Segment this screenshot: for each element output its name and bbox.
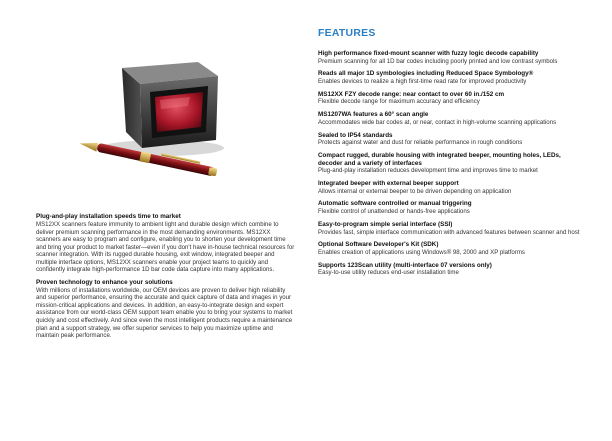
feature-item [318,91,586,106]
scanner-icon [60,40,260,195]
features-column [318,28,586,282]
feature-item [318,241,586,256]
section-plug-and-play [36,213,296,274]
section-body: MS12XX scanners feature immunity to ambient light and durable design which combine to deliver premium scanning performance in the most demanding environments. MS12XX scanners are easy to program and configure, enabling you to shorten your development time and bring your product to market faster—even if you don't have in-house technical resources for scanner integration. With its rugged durable housing, exit window, integrated beeper and multiple interface options, MS12XX scanners enable your project teams to quickly and confidently integrate high-performance 1D bar code data capture into many applications. [36,221,295,274]
features-heading: FEATURES [318,28,376,39]
feature-desc: Flexible decode range for maximum accuracy and efficiency [318,98,480,106]
section-title: Plug-and-play installation speeds time to market [36,213,181,220]
feature-item [318,111,586,126]
feature-desc: Protects against water and dust for reliable performance in rough conditions [318,139,523,147]
feature-title: Integrated beeper with external beeper support [318,180,459,188]
feature-title: Automatic software controlled or manual triggering [318,200,472,208]
feature-title: MS12XX FZY decode range: near contact to over 60 in./152 cm [318,90,505,98]
feature-title: MS1207WA features a 60° scan angle [318,111,429,119]
feature-desc: Provides fast, simple interface communication with advanced features between scanner and host [318,228,580,236]
feature-title: Compact rugged, durable housing with integrated beeper, mounting holes, LEDs, decoder and a variety of interfaces [318,151,561,167]
feature-item [318,132,586,147]
section-body: With millions of installations worldwide, our OEM devices are proven to deliver high reliability and superior performance, ensuring the accurate and quick capture of data and images in your mission-critical applications and devices. In addition, an easy-to-integrate design and expert assistance from our world-class OEM support team enable you to bring your systems to market quickly and cost effectively. And since even the most intelligent products require a maintenance plan and a support strategy, we offer superior services to help you maximize uptime and maintain peak performance. [36,286,293,340]
feature-title: Sealed to IP54 standards [318,131,393,139]
feature-item [318,50,586,65]
section-title: Proven technology to enhance your solutions [36,278,173,286]
feature-item [318,200,586,215]
feature-desc: Allows internal or external beeper to be driven depending on application [318,187,512,195]
feature-item [318,180,586,195]
feature-desc: Easy-to-use utility reduces end-user installation time [318,269,459,277]
feature-item [318,262,586,277]
left-column [36,213,296,345]
feature-title: Optional Software Developer's Kit (SDK) [318,241,439,249]
feature-desc: Accommodates wide bar codes at, or near, contact in high-volume scanning applications [318,118,557,126]
feature-item [318,152,586,175]
feature-desc: Flexible control of unattended or hands-free applications [318,208,470,216]
feature-desc: Enables devices to realize a high first-time read rate for improved productivity [318,78,527,86]
feature-desc: Plug-and-play installation reduces development time and improves time to market [318,167,538,175]
feature-item [318,221,586,236]
product-photo [60,40,260,195]
feature-desc: Enables creation of applications using Windows® 98, 2000 and XP platforms [318,248,525,256]
feature-title: Reads all major 1D symbologies including Reduced Space Symbology® [318,70,534,78]
feature-title: Supports 123Scan utility (multi-interface 07 versions only) [318,261,492,269]
section-proven-technology [36,279,296,340]
feature-title: Easy-to-program simple serial interface (SSI) [318,220,453,228]
feature-desc: Premium scanning for all 1D bar codes including poorly printed and low contrast symbols [318,57,558,65]
feature-title: High performance fixed-mount scanner with fuzzy logic decode capability [318,50,539,57]
feature-item [318,70,586,85]
